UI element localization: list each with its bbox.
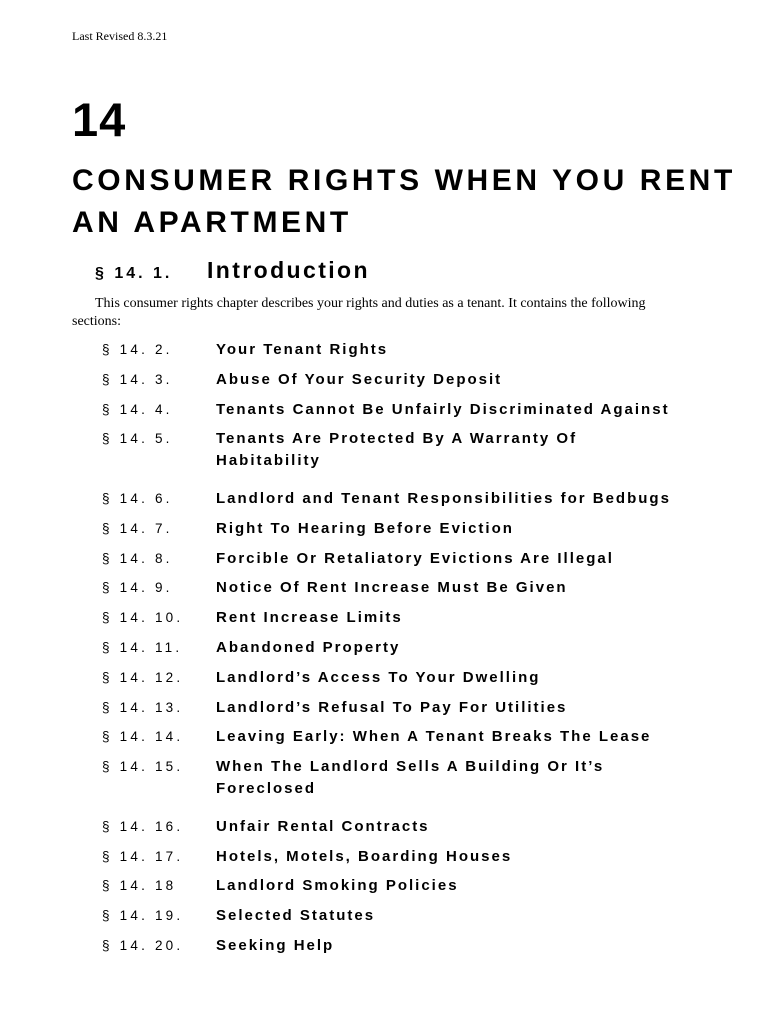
toc-item xyxy=(102,697,742,727)
toc-item-title: Landlord’s Refusal To Pay For Utilities xyxy=(216,698,568,716)
toc-item-number: § 14. 19. xyxy=(102,908,184,924)
toc-item xyxy=(102,369,742,399)
toc-item-title: Tenants Cannot Be Unfairly Discriminated Against xyxy=(216,400,670,418)
toc-item-title: Tenants Are Protected By A Warranty Of Habitability xyxy=(216,430,578,470)
toc-item-title: Landlord’s Access To Your Dwelling xyxy=(216,668,541,686)
toc-item-title: Unfair Rental Contracts xyxy=(216,817,430,835)
toc-item-title: Right To Hearing Before Eviction xyxy=(216,519,514,537)
toc-item-title: Your Tenant Rights xyxy=(216,341,389,358)
section-title: Introduction xyxy=(207,257,370,283)
toc-item-title: Landlord and Tenant Responsibilities for Bedbugs xyxy=(216,489,671,507)
toc-item xyxy=(102,875,742,905)
toc-item-number: § 14. 2. xyxy=(102,342,173,357)
toc-item-title: Hotels, Motels, Boarding Houses xyxy=(216,847,513,865)
toc-item-number: § 14. 6. xyxy=(102,490,173,506)
toc-item xyxy=(102,428,742,488)
toc-item-number: § 14. 17. xyxy=(102,848,184,864)
toc-item xyxy=(102,548,742,578)
toc-item-number: § 14. 20. xyxy=(102,937,184,953)
toc-item xyxy=(102,935,742,965)
toc-item-title: Landlord Smoking Policies xyxy=(216,877,459,895)
toc-item-title: Seeking Help xyxy=(216,936,335,954)
toc-item xyxy=(102,667,742,697)
toc-item-number: § 14. 15. xyxy=(102,759,184,775)
toc-item-number: § 14. 13. xyxy=(102,699,184,715)
toc-item-number: § 14. 5. xyxy=(102,431,173,447)
toc-item-number: § 14. 18 xyxy=(102,878,177,894)
toc-item-title: Abuse Of Your Security Deposit xyxy=(216,370,503,388)
last-revised-date: Last Revised 8.3.21 xyxy=(72,29,168,43)
toc-item-number: § 14. 10. xyxy=(102,610,184,626)
toc-item xyxy=(102,637,742,667)
toc-item xyxy=(102,726,742,756)
toc-item-title: Rent Increase Limits xyxy=(216,609,403,627)
chapter-number: 14 xyxy=(72,93,127,146)
toc-item xyxy=(102,399,742,429)
toc-item xyxy=(102,577,742,607)
toc-item-title: Abandoned Property xyxy=(216,638,401,656)
toc-item xyxy=(102,488,742,518)
toc-item-title: Selected Statutes xyxy=(216,907,376,925)
toc-item-number: § 14. 4. xyxy=(102,401,173,417)
toc-item-number: § 14. 11. xyxy=(102,639,183,655)
toc-item-title: Leaving Early: When A Tenant Breaks The Lease xyxy=(216,728,652,746)
section-heading xyxy=(95,257,370,284)
section-number: § 14. 1. xyxy=(95,265,173,282)
chapter-title: CONSUMER RIGHTS WHEN YOU RENT AN APARTMENT xyxy=(72,164,736,239)
toc-item-number: § 14. 9. xyxy=(102,580,173,596)
toc-item-number: § 14. 12. xyxy=(102,669,184,685)
toc-item xyxy=(102,339,742,369)
intro-paragraph: This consumer rights chapter describes your rights and duties as a tenant. It contains the following sections: xyxy=(72,296,646,329)
toc-item-number: § 14. 8. xyxy=(102,550,173,566)
toc-item-title: Notice Of Rent Increase Must Be Given xyxy=(216,579,568,597)
toc-item-number: § 14. 7. xyxy=(102,520,173,536)
table-of-contents xyxy=(102,339,742,965)
toc-item xyxy=(102,816,742,846)
toc-item xyxy=(102,518,742,548)
toc-item xyxy=(102,846,742,876)
toc-item xyxy=(102,756,742,816)
toc-item-number: § 14. 3. xyxy=(102,371,173,387)
toc-item xyxy=(102,905,742,935)
toc-item-number: § 14. 16. xyxy=(102,818,184,834)
toc-item-number: § 14. 14. xyxy=(102,729,184,745)
toc-item-title: Forcible Or Retaliatory Evictions Are Illegal xyxy=(216,549,614,567)
toc-item xyxy=(102,607,742,637)
toc-item-title: When The Landlord Sells A Building Or It’s Foreclosed xyxy=(216,758,605,798)
